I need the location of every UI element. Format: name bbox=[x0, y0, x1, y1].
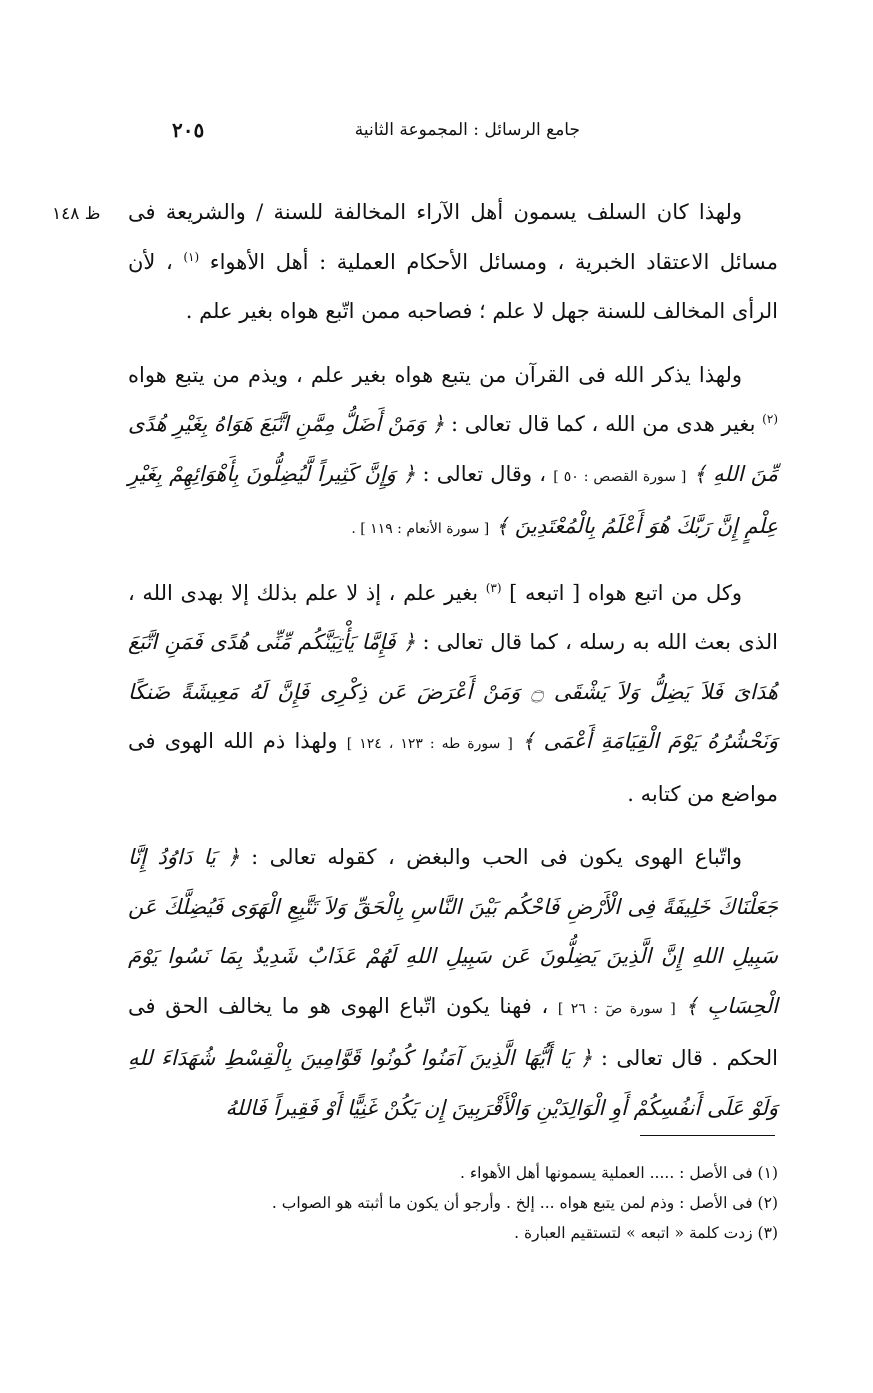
paragraph-1 bbox=[128, 188, 778, 337]
quran-verse: ﴿ يَا دَاوُدُ إِنَّا جَعَلْنَاكَ خَلِيفَةً فِى الْأَرْضِ فَاحْكُم بَيْنَ النَّاسِ بِالْحَقِّ وَلاَ تَتَّبِعِ الْهَوَى فَيُضِلَّكَ عَن سَبِيلِ اللهِ إِنَّ الَّذِينَ يَضِلُّونَ عَن سَبِيلِ اللهِ لَهُمْ عَذَابٌ شَدِيدٌ بِمَا نَسُوا يَوْمَ الْحِسَابِ ﴾ bbox=[128, 845, 779, 1018]
footnote-ref-1: (١) bbox=[183, 249, 200, 264]
main-text bbox=[128, 188, 778, 1147]
footnote-1: (١) فى الأصل : ..... العملية يسمونها أهل الأهواء . bbox=[460, 1164, 778, 1182]
page-number: ٢٠٥ bbox=[172, 118, 205, 142]
manuscript-folio-marker: ظ ١٤٨ bbox=[52, 204, 101, 224]
footnotes bbox=[128, 1158, 778, 1248]
text-run: ولهذا يذكر الله فى القرآن من يتبع هواه بغير علم ، ويذم من يتبع هواه bbox=[128, 362, 742, 387]
page-header bbox=[130, 120, 780, 150]
footnote-ref-3: (٣) bbox=[485, 580, 502, 595]
quran-verse: ﴿ فَإِمَّا يَأْتِيَنَّكُم مِّنِّى هُدًى فَمَنِ اتَّبَعَ هُدَاىَ فَلاَ يَضِلُّ وَلاَ يَشْقَى ۝ وَمَنْ أَعْرَضَ عَن ذِكْرِى فَإِنَّ لَهُ مَعِيشَةً ضَنكًا وَنَحْشُرُهُ يَوْمَ الْقِيَامَةِ أَعْمَى ﴾ bbox=[128, 630, 778, 753]
text-run: وكل من اتبع هواه [ اتبعه ] bbox=[509, 580, 742, 605]
footnote-ref-2: (٢) bbox=[762, 412, 778, 426]
running-title: جامع الرسائل : المجموعة الثانية bbox=[354, 120, 580, 140]
text-run: واتّباع الهوى يكون فى الحب والبغض ، كقوله تعالى : bbox=[251, 845, 742, 869]
quran-verse: ﴿ وَإِنَّ كَثِيراً لَّيُضِلُّونَ بِأَهْوَائِهِمْ بِغَيْرِ عِلْمٍ إِنَّ رَبَّكَ هُوَ أَعْلَمُ بِالْمُعْتَدِينَ ﴾ bbox=[128, 461, 778, 538]
verse-citation: [ سورة طه : ١٢٣ ، ١٢٤ ] bbox=[346, 736, 513, 752]
quran-verse: ﴿ يَا أَيُّهَا الَّذِينَ آمَنُوا كُونُوا قَوَّامِينَ بِالْقِسْطِ شُهَدَاءَ للهِ وَلَوْ عَلَى أَنفُسِكُمْ أَوِ الْوَالِدَيْنِ وَالْأَقْرَبِينَ إِن يَكُنْ غَنِيًّا أَوْ فَقِيراً فَاللهُ bbox=[128, 1046, 778, 1120]
text-run: ، وقال تعالى : bbox=[422, 461, 547, 486]
paragraph-3 bbox=[128, 569, 778, 820]
text-run: بغير علم ، إذ لا علم بذلك إلا بهدى الله ، الذى بعث الله به رسله ، كما قال تعالى : bbox=[128, 580, 778, 654]
verse-citation: [ سورة الأنعام : ١١٩ ] . bbox=[351, 521, 490, 537]
footnote-separator bbox=[640, 1135, 775, 1136]
footnote-2: (٢) فى الأصل : وذم لمن يتبع هواه ... إلخ . وأرجو أن يكون ما أثبته هو الصواب . bbox=[271, 1194, 778, 1212]
verse-citation: [ سورة صٓ : ٢٦ ] bbox=[557, 1000, 676, 1017]
quran-verse: ﴿ وَمَنْ أَضَلُّ مِمَّنِ اتَّبَعَ هَوَاهُ بِغَيْرِ هُدًى مِّنَ اللهِ ﴾ bbox=[128, 412, 778, 486]
paragraph-2 bbox=[128, 351, 778, 555]
text-run: ، لأن الرأى المخالف للسنة جهل لا علم ؛ فصاحبه ممن اتّبع هواه بغير علم . bbox=[128, 249, 778, 323]
paragraph-4 bbox=[128, 833, 778, 1133]
footnote-3: (٣) زدت كلمة « اتبعه » لتستقيم العبارة . bbox=[514, 1224, 778, 1242]
text-run: ولهذا ذم الله الهوى فى مواضع من كتابه . bbox=[128, 729, 778, 806]
verse-citation: [ سورة القصص : ٥٠ ] bbox=[553, 468, 687, 485]
text-run: بغير هدى من الله ، كما قال تعالى : bbox=[450, 412, 756, 436]
text-run: ، فهنا يكون اتّباع الهوى هو ما يخالف الحق فى الحكم . قال تعالى : bbox=[128, 993, 778, 1070]
text-run: ولهذا كان السلف يسمون أهل الآراء المخالفة للسنة / والشريعة فى مسائل الاعتقاد الخبرية ، ومسائل الأحكام العملية : أهل الأهواء bbox=[128, 200, 778, 274]
